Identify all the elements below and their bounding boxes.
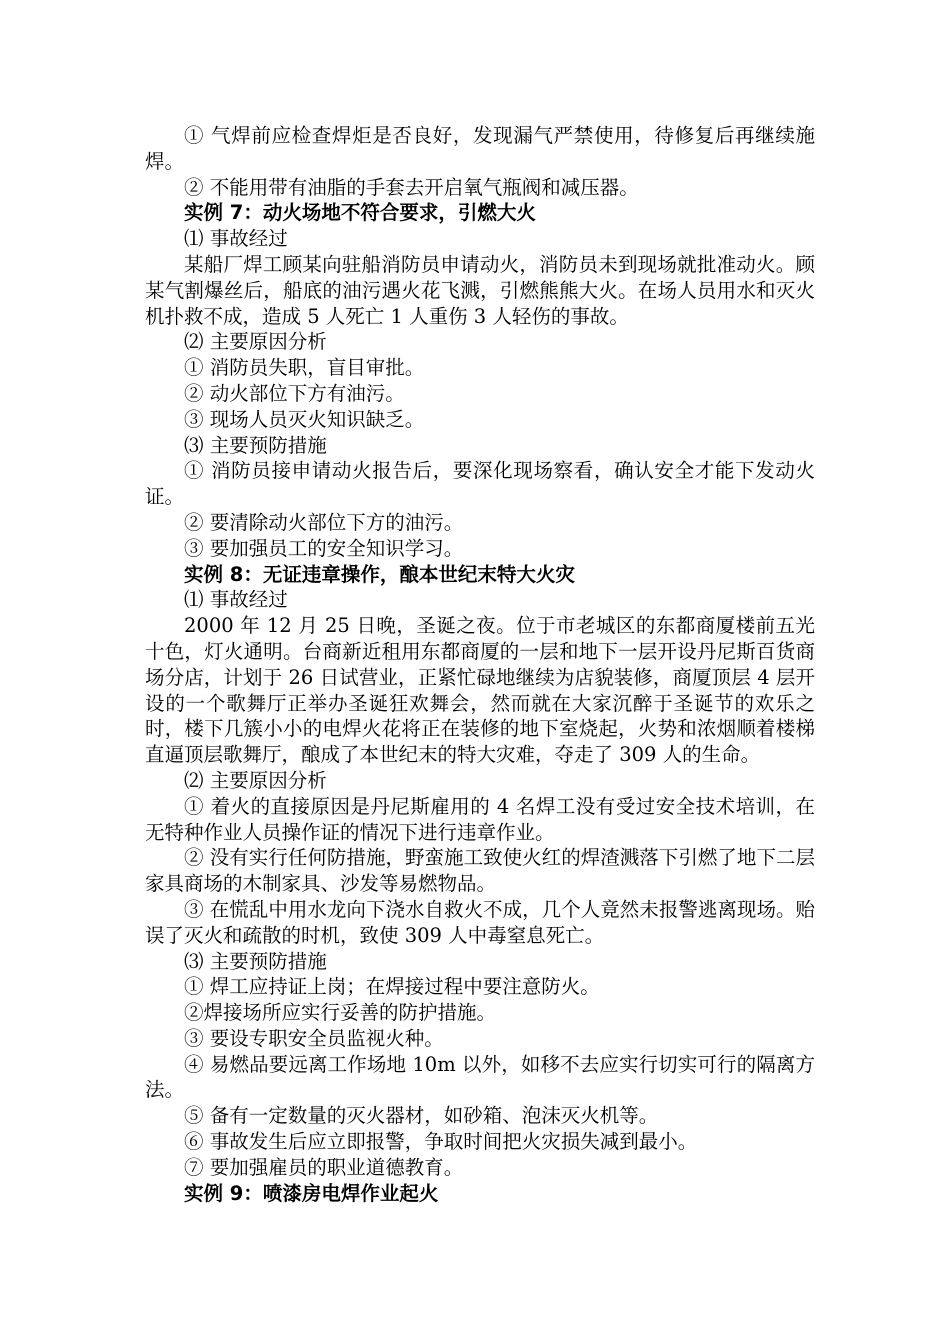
list-item: ③ 在慌乱中用水龙向下浇水自救火不成，几个人竟然未报警逃离现场。贻误了灭火和疏散的时机，致使 309 人中毒窒息死亡。: [145, 897, 815, 947]
list-item: ③ 要设专职安全员监视火种。: [184, 1026, 444, 1050]
section-heading: 实例 9：喷漆房电焊作业起火: [184, 1181, 439, 1205]
document-body: [145, 123, 815, 1206]
list-item: ① 消防员接申请动火报告后，要深化现场察看，确认安全才能下发动火证。: [145, 459, 815, 509]
subsection-title: ⑶ 主要预防措施: [184, 433, 327, 457]
subsection-title: ⑶ 主要预防措施: [184, 949, 327, 973]
paragraph: 2000 年 12 月 25 日晚，圣诞之夜。位于市老城区的东都商厦楼前五光十色，灯火通明。台商新近租用东都商厦的一层和地下一层开设丹尼斯百货商场分店，计划于 26 日试营业，正紧忙碌地继续为店貌装修，商厦顶层 4 层开设的一个歌舞厅正举办圣诞狂欢舞会，然而就在大家沉醉于圣诞节的欢乐之时，楼下几簇小小的电焊火花将正在装修的地下室烧起，火势和浓烟顺着楼梯直逼顶层歌舞厅，酿成了本世纪末的特大灾难，夺走了 309 人的生命。: [145, 614, 815, 767]
subsection-title: ⑴ 事故经过: [184, 227, 288, 251]
section-heading: 实例 8：无证违章操作，酿本世纪末特大火灾: [184, 562, 575, 586]
subsection-title: ⑵ 主要原因分析: [184, 330, 327, 354]
list-item: ② 要清除动火部位下方的油污。: [184, 510, 464, 534]
section-heading: 实例 7：动火场地不符合要求，引燃大火: [184, 201, 536, 225]
subsection-title: ⑵ 主要原因分析: [184, 768, 327, 792]
list-item: ⑥ 事故发生后应立即报警，争取时间把火灾损失减到最小。: [184, 1130, 698, 1154]
paragraph: ② 不能用带有油脂的手套去开启氧气瓶阀和减压器。: [184, 175, 639, 199]
list-item: ① 焊工应持证上岗；在焊接过程中要注意防火。: [184, 975, 600, 999]
list-item: ⑤ 备有一定数量的灭火器材，如砂箱、泡沫灭火机等。: [184, 1104, 659, 1128]
list-item: ②焊接场所应实行妥善的防护措施。: [184, 1001, 497, 1025]
paragraph: 某船厂焊工顾某向驻船消防员申请动火，消防员未到现场就批准动火。顾某气割爆丝后，船底的油污遇火花飞溅，引燃熊熊大火。在场人员用水和灭火机扑救不成，造成 5 人死亡 1 人重伤 3 人轻伤的事故。: [145, 252, 815, 328]
list-item: ② 没有实行任何防措施，野蛮施工致使火红的焊渣溅落下引燃了地下二层家具商场的木制家具、沙发等易燃物品。: [145, 846, 815, 896]
subsection-title: ⑴ 事故经过: [184, 588, 288, 612]
paragraph: ① 气焊前应检查焊炬是否良好，发现漏气严禁使用，待修复后再继续施焊。: [145, 124, 815, 173]
list-item: ④ 易燃品要远离工作场地 10m 以外，如移不去应实行切实可行的隔离方法。: [145, 1052, 815, 1102]
list-item: ② 动火部位下方有油污。: [184, 381, 405, 405]
list-item: ① 消防员失职，盲目审批。: [184, 356, 425, 380]
list-item: ③ 要加强员工的安全知识学习。: [184, 536, 464, 560]
list-item: ③ 现场人员灭火知识缺乏。: [184, 407, 425, 431]
list-item: ⑦ 要加强雇员的职业道德教育。: [184, 1155, 464, 1179]
list-item: ① 着火的直接原因是丹尼斯雇用的 4 名焊工没有受过安全技术培训，在无特种作业人员操作证的情况下进行违章作业。: [145, 794, 815, 844]
